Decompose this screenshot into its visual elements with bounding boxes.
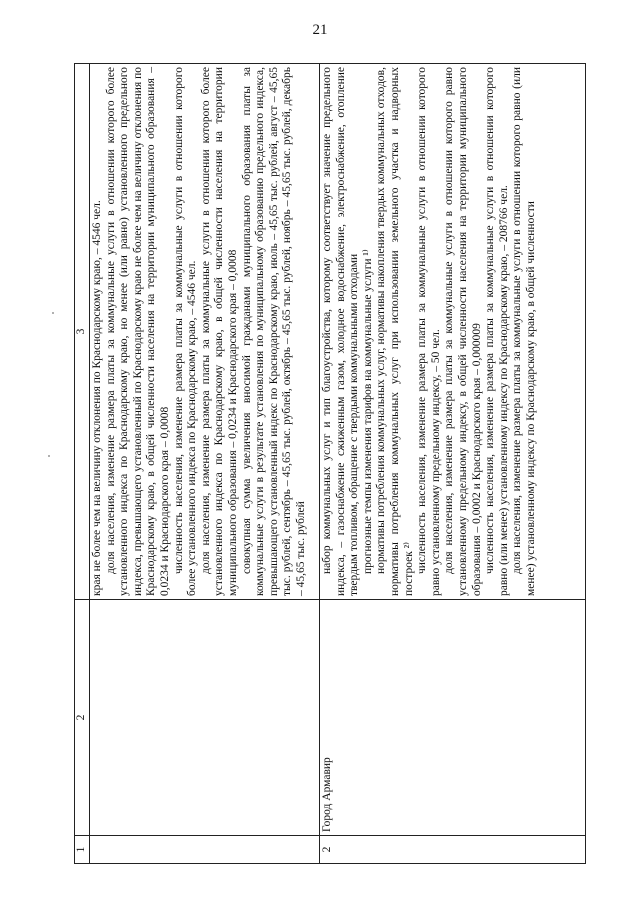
table-row	[320, 64, 586, 864]
utilities-table	[74, 63, 586, 864]
indicators-cell	[90, 64, 320, 600]
indicator-paragraph: численность населения, изменение размера платы за коммунальные услуги в отношении которого более установленного индекса по Краснодарскому краю, – 4546 чел.	[172, 67, 199, 596]
indicator-paragraph: доля населения, изменение размера платы за коммунальные услуги в отношении которого более установленного индекса по Краснодарскому краю, в общей численности населения на территории муниципального образования – 0,0234 и Краснодарского края – 0,0008	[199, 67, 239, 596]
scan-speck	[52, 312, 54, 314]
page-number: 21	[312, 22, 328, 38]
indicator-paragraph: доля населения, изменение размера платы за коммунальные услуги в отношении которого более установленного индекса по Краснодарскому краю, но менее (или равно) установленного предельного индекса, превышающего установленный по Краснодарскому краю не более чем на величину отклонения по Краснодарскому краю, в общей численности населения на территории муниципального образования – 0,0234 и Краснодарского края – 0,0008	[104, 67, 171, 596]
header-col-3: 3	[75, 64, 90, 600]
indicator-paragraph: доля населения, изменение размера платы за коммунальные услуги в отношении которого равно установленному предельному индексу, в общей численности населения на территории муниципального образования – 0,0002 и Краснодарского края – 0,000009	[443, 67, 483, 596]
header-col-2: 2	[75, 600, 90, 836]
indicator-paragraph: нормативы потребления коммунальных услуг, нормативы накопления твердых коммунальных отходов, нормативы потребления коммунальных услуг при использовании земельного участка и надворных построек ²⁾	[375, 67, 415, 596]
indicator-paragraph: края не более чем на величину отклонения по Краснодарскому краю, – 4546 чел.	[91, 200, 103, 596]
row-number-cell: 2	[320, 836, 586, 864]
indicator-paragraph: совокупная сумма увеличения вносимой гражданами муниципального образования платы за коммунальные услуги в результате установления по муниципальному образованию предельного индекса, превышающего установленный индекс по Краснодарскому краю, июль – 45,65 тыс. рублей, август – 45,65 тыс. рублей, сентябрь – 45,65 тыс. рублей, октябрь – 45,65 тыс. рублей, ноябрь – 45,65 тыс. рублей, декабрь – 45,65 тыс. рублей	[240, 67, 307, 596]
indicator-paragraph: численность населения, изменение размера платы за коммунальные услуги в отношении которого равно установленному предельному индексу, – 50 чел.	[416, 67, 442, 596]
indicator-paragraph: прогнозные темпы изменения тарифов на коммунальные услуги ¹⁾	[361, 249, 374, 574]
indicator-paragraph: численность населения, изменение размера платы за коммунальные услуги в отношении которого равно (или менее) установленному индексу по Краснодарскому краю, – 208766 чел.	[484, 67, 510, 596]
municipality-cell	[90, 600, 320, 836]
indicator-paragraph: набор коммунальных услуг и тип благоустройства, которому соответствует значение предельного индекса, – газоснабжение сжиженным газом, холодное водоснабжение, электроснабжение, отопление твердым топливом, обращение с твердыми коммунальными отходами	[321, 67, 361, 596]
scan-speck	[48, 455, 50, 457]
municipality-cell: Город Армавир	[320, 600, 586, 836]
table-row-continuation	[90, 64, 320, 864]
header-col-1: 1	[75, 836, 90, 864]
row-number-cell	[90, 836, 320, 864]
indicator-paragraph: доля населения, изменение размера платы за коммунальные услуги в отношении которого равно (или менее) установленному индексу по Краснодарскому краю, в общей численности	[511, 67, 537, 596]
table-header-row	[75, 64, 90, 864]
rotated-table-container	[74, 64, 586, 864]
indicators-cell	[320, 64, 586, 600]
